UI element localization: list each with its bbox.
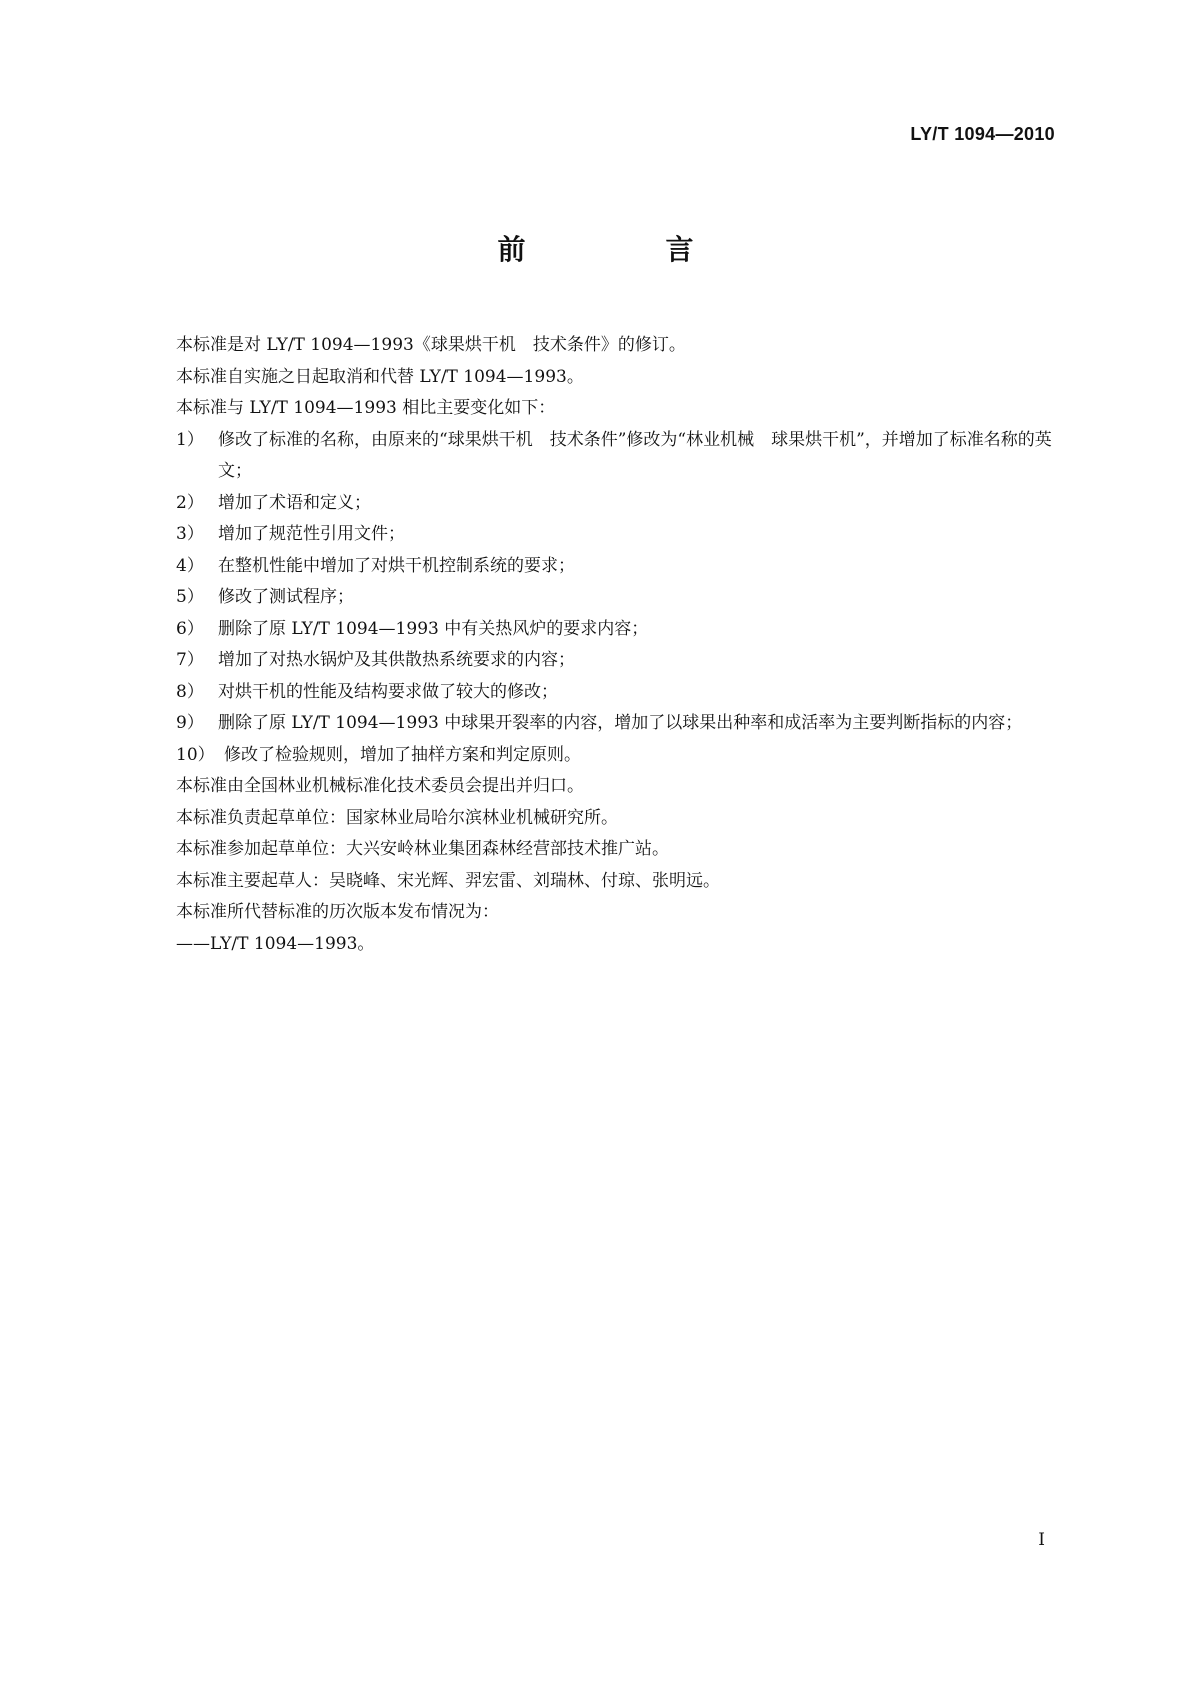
list-item-number: 7） [176,650,204,670]
standard-code: LY/T 1094—2010 [910,124,1055,144]
list-item-text: 删除了原 LY/T 1094—1993 中球果开裂率的内容，增加了以球果出种率和成活率为主要判断指标的内容； [218,713,1023,733]
list-item-text: 在整机性能中增加了对烘干机控制系统的要求； [218,555,575,576]
list-item-number: 3） [176,524,204,544]
list-item-text: 增加了规范性引用文件； [218,524,405,544]
paragraph: 本标准主要起草人：吴晓峰、宋光辉、羿宏雷、刘瑞林、付琼、张明远。 [176,870,720,891]
list-item-text: 删除了原 LY/T 1094—1993 中有关热风炉的要求内容； [218,618,649,639]
list-item-number: 10） [176,744,215,765]
list-item-number: 1） [176,429,204,450]
list-item-text: 修改了检验规则，增加了抽样方案和判定原则。 [224,744,581,765]
page-number: I [1038,1530,1045,1550]
list-item [176,614,1056,646]
list-item-text: 对烘干机的性能及结构要求做了较大的修改； [218,681,558,702]
foreword-body [176,330,1056,960]
list-item-number: 9） [176,713,204,733]
paragraph: 本标准是对 LY/T 1094—1993《球果烘干机 技术条件》的修订。 [176,335,686,355]
list-item-text: 增加了术语和定义； [218,492,371,513]
list-item-number: 2） [176,492,204,513]
list-item [176,740,1056,772]
list-item-number: 4） [176,555,204,576]
list-item [176,425,1056,488]
paragraph: ——LY/T 1094—1993。 [176,933,375,954]
list-item-number: 8） [176,681,204,702]
list-item-number: 5） [176,587,204,607]
list-item [176,582,1056,614]
list-item-text: 增加了对热水锅炉及其供散热系统要求的内容； [218,650,575,670]
list-item [176,708,1056,740]
paragraph: 本标准参加起草单位：大兴安岭林业集团森林经营部技术推广站。 [176,839,669,859]
paragraph: 本标准由全国林业机械标准化技术委员会提出并归口。 [176,776,584,796]
list-item-text: 修改了标准的名称，由原来的“球果烘干机 技术条件”修改为“林业机械 球果烘干机”，并增加了标准名称的英文； [218,429,1052,481]
list-item-text: 修改了测试程序； [218,587,354,607]
changes-list [176,425,1056,772]
paragraph: 本标准与 LY/T 1094—1993 相比主要变化如下： [176,398,556,418]
paragraph: 本标准自实施之日起取消和代替 LY/T 1094—1993。 [176,366,584,387]
paragraph: 本标准负责起草单位：国家林业局哈尔滨林业机械研究所。 [176,807,618,828]
list-item [176,677,1056,709]
paragraph: 本标准所代替标准的历次版本发布情况为： [176,902,499,922]
list-item [176,488,1056,520]
list-item [176,645,1056,677]
list-item-number: 6） [176,618,204,639]
page-title: 前 言 [497,233,750,266]
list-item [176,519,1056,551]
list-item [176,551,1056,583]
